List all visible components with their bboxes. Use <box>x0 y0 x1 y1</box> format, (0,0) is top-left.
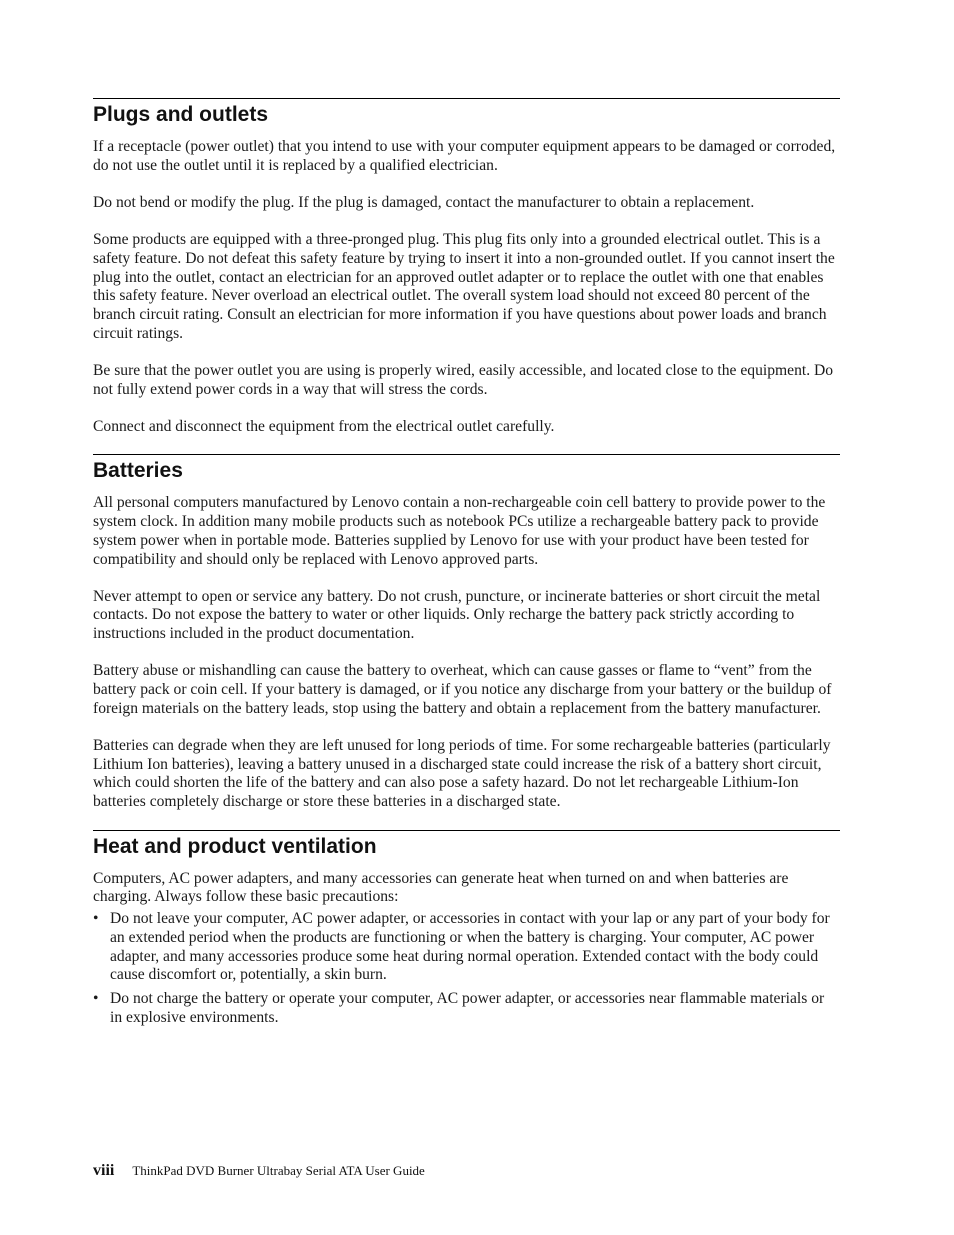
list-item <box>93 990 840 1027</box>
section-heading: Batteries <box>93 459 183 483</box>
list-item-text: Do not charge the battery or operate your computer, AC power adapter, or accessories near flammable materials or in explosive environments. <box>110 990 825 1026</box>
paragraph: All personal computers manufactured by Lenovo contain a non-rechargeable coin cell battery to provide power to the system clock. In addition many mobile products such as notebook PCs utilize a rechargeable battery pack to provide system power when in portable mode. Batteries supplied by Lenovo for use with your product have been tested for compatibility and should only be replaced with Lenovo approved parts. <box>93 494 826 568</box>
paragraph: If a receptacle (power outlet) that you intend to use with your computer equipment appears to be damaged or corroded, do not use the outlet until it is replaced by a qualified electrician. <box>93 138 836 174</box>
section-batteries <box>93 454 840 811</box>
paragraph: Connect and disconnect the equipment from the electrical outlet carefully. <box>93 417 555 435</box>
section-heading: Plugs and outlets <box>93 103 269 126</box>
page-footer <box>93 1162 425 1180</box>
document-page <box>93 98 840 1032</box>
paragraph: Be sure that the power outlet you are using is properly wired, easily accessible, and located close to the equipment. Do not fully extend power cords in a way that will stress the cords. <box>93 361 834 398</box>
document-title: ThinkPad DVD Burner Ultrabay Serial ATA User Guide <box>132 1163 425 1178</box>
paragraph: Computers, AC power adapters, and many accessories can generate heat when turned on and when batteries are charging. Always follow these basic precautions: <box>93 869 789 906</box>
list-item <box>93 910 840 985</box>
bullet-icon: • <box>93 910 99 928</box>
paragraph: Do not bend or modify the plug. If the plug is damaged, contact the manufacturer to obtain a replacement. <box>93 193 755 211</box>
paragraph: Batteries can degrade when they are left unused for long periods of time. For some rechargeable batteries (particularly Lithium Ion batteries), leaving a battery unused in a discharged state could increase the risk of a battery short circuit, which could shorten the life of the battery and can also pose a safety hazard. Do not let rechargeable Lithium-Ion batteries completely discharge or store these batteries in a discharged state. <box>93 736 831 811</box>
section-heat-and-product-ventilation <box>93 830 840 1028</box>
list-item-text: Do not leave your computer, AC power adapter, or accessories in contact with your lap or any part of your body for an extended period when the products are functioning or when the battery is charging. Your computer, AC power adapter, and many accessories produce some heat during normal operation. Extended contact with the body could cause discomfort or, potentially, a skin burn. <box>110 910 830 984</box>
bullet-icon: • <box>93 990 99 1007</box>
page-number: viii <box>93 1162 115 1179</box>
paragraph: Some products are equipped with a three-pronged plug. This plug fits only into a grounded electrical outlet. This is a safety feature. Do not defeat this safety feature by trying to insert it into a non-grounded outlet. If you cannot insert the plug into the outlet, contact an electrician for an approved outlet adapter or to replace the outlet with one that enables this safety feature. Never overload an electrical outlet. The overall system load should not exceed 80 percent of the branch circuit rating. Consult an electrician for more information if you have questions about power loads and branch circuit ratings. <box>93 231 835 342</box>
section-plugs-and-outlets <box>93 98 840 436</box>
precautions-list <box>93 910 840 1027</box>
paragraph: Never attempt to open or service any battery. Do not crush, puncture, or incinerate batteries or short circuit the metal contacts. Do not expose the battery to water or other liquids. Only recharge the battery pack strictly according to instructions included in the product documentation. <box>93 587 821 643</box>
paragraph: Battery abuse or mishandling can cause the battery to overheat, which can cause gasses or flame to “vent” from the battery pack or coin cell. If your battery is damaged, or if you notice any discharge from your battery or the buildup of foreign materials on the battery leads, stop using the battery and obtain a replacement from the battery manufacturer. <box>93 662 832 717</box>
section-heading: Heat and product ventilation <box>93 834 377 858</box>
